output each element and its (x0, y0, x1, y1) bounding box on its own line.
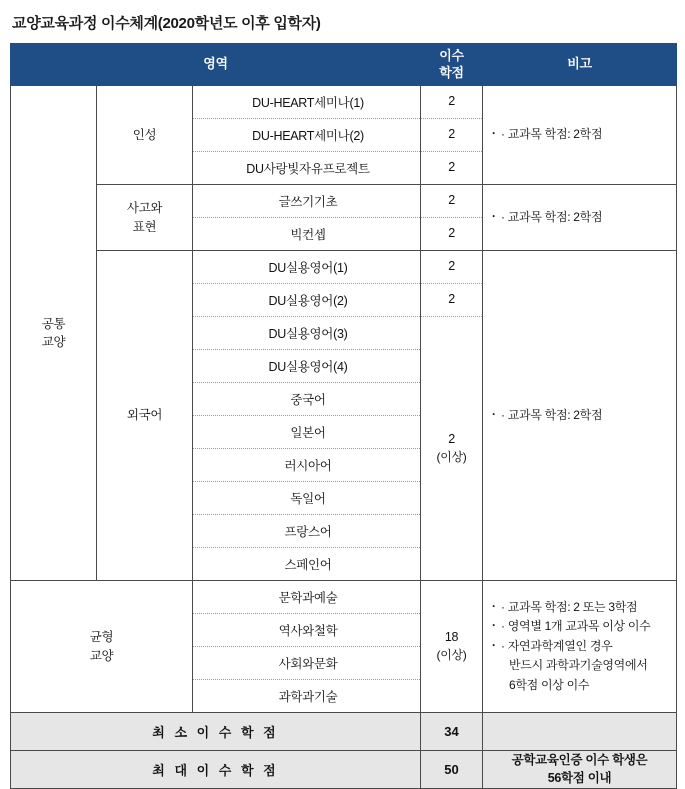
summary-note-line1: 공학교육인증 이수 학생은 (511, 753, 648, 767)
summary-note (483, 713, 677, 751)
table-row (11, 251, 677, 284)
course-cell: 중국어 (193, 383, 421, 416)
area-label-line2: 교양 (89, 648, 114, 663)
area-label-line1: 공통 (41, 316, 66, 331)
table-header-row (11, 44, 677, 86)
note-cell (483, 185, 677, 251)
note-item-continuation: 6학점 이상 이수 (509, 677, 590, 692)
subarea-label-line2: 표현 (132, 219, 157, 234)
subarea-cell-foreign-language: 외국어 (97, 251, 193, 581)
credit-cell: 2 (421, 251, 483, 284)
course-cell: DU-HEART세미나(1) (193, 86, 421, 119)
summary-label: 최 대 이 수 학 점 (11, 751, 421, 789)
note-item: · · 교과목 학점: 2학점 (491, 125, 670, 144)
course-cell: DU실용영어(4) (193, 350, 421, 383)
summary-label: 최 소 이 수 학 점 (11, 713, 421, 751)
note-item-continuation: 반드시 과학과기술영역에서 (509, 658, 648, 673)
course-cell: DU사랑빛자유프로젝트 (193, 152, 421, 185)
credit-cell: 2 (421, 86, 483, 119)
area-label-line1: 균형 (89, 630, 114, 645)
note-cell (483, 251, 677, 581)
subarea-cell-personality: 인성 (97, 86, 193, 185)
course-cell: 과학과기술 (193, 680, 421, 713)
course-cell: 사회와문화 (193, 647, 421, 680)
note-cell (483, 581, 677, 713)
note-item: · · 자연과학계열인 경우 (491, 637, 670, 656)
curriculum-table (10, 43, 677, 789)
summary-credit: 50 (421, 751, 483, 789)
credit-cell: 2 (421, 119, 483, 152)
note-cell (483, 86, 677, 185)
summary-row-minimum (11, 713, 677, 751)
course-cell: 일본어 (193, 416, 421, 449)
summary-credit: 34 (421, 713, 483, 751)
credit-cell: 2 (421, 284, 483, 317)
note-item: · · 교과목 학점: 2 또는 3학점 (491, 598, 670, 617)
summary-note-line2: 56학점 이내 (547, 770, 612, 785)
course-cell: DU-HEART세미나(2) (193, 119, 421, 152)
area-cell-common (11, 86, 97, 581)
summary-note (483, 751, 677, 789)
credit-cell-block (421, 317, 483, 581)
credit-block-value: 18 (444, 630, 459, 645)
column-header-note: 비고 (483, 44, 677, 86)
column-header-credit (421, 44, 483, 86)
page-title: 교양교육과정 이수체계(2020학년도 이후 입학자) (12, 15, 321, 32)
credit-cell: 2 (421, 152, 483, 185)
summary-row-maximum (11, 751, 677, 789)
credit-header-line2: 학점 (439, 64, 464, 80)
subarea-cell-thinking-expression (97, 185, 193, 251)
table-row (11, 86, 677, 119)
credit-header-line1: 이수 (439, 48, 464, 64)
course-cell: 프랑스어 (193, 515, 421, 548)
course-cell: 빅컨셉 (193, 218, 421, 251)
credit-cell-block (421, 581, 483, 713)
table-row (11, 581, 677, 614)
course-cell: 역사와철학 (193, 614, 421, 647)
credit-cell: 2 (421, 218, 483, 251)
course-cell: 문학과예술 (193, 581, 421, 614)
credit-block-qualifier: (이상) (436, 449, 467, 464)
course-cell: DU실용영어(3) (193, 317, 421, 350)
course-cell: 러시아어 (193, 449, 421, 482)
course-cell: 글쓰기기초 (193, 185, 421, 218)
course-cell: DU실용영어(2) (193, 284, 421, 317)
credit-block-value: 2 (448, 432, 455, 447)
course-cell: 스페인어 (193, 548, 421, 581)
area-label-line2: 교양 (41, 335, 66, 349)
course-cell: DU실용영어(1) (193, 251, 421, 284)
course-cell: 독일어 (193, 482, 421, 515)
credit-cell: 2 (421, 185, 483, 218)
area-cell-balanced (11, 581, 193, 713)
credit-block-qualifier: (이상) (436, 647, 467, 662)
subarea-label-line1: 사고와 (126, 201, 163, 216)
note-item: · · 영역별 1개 교과목 이상 이수 (491, 617, 670, 636)
table-row (11, 185, 677, 218)
column-header-area: 영역 (11, 44, 421, 86)
note-item: · · 교과목 학점: 2학점 (491, 406, 670, 425)
note-item: · · 교과목 학점: 2학점 (491, 208, 670, 227)
